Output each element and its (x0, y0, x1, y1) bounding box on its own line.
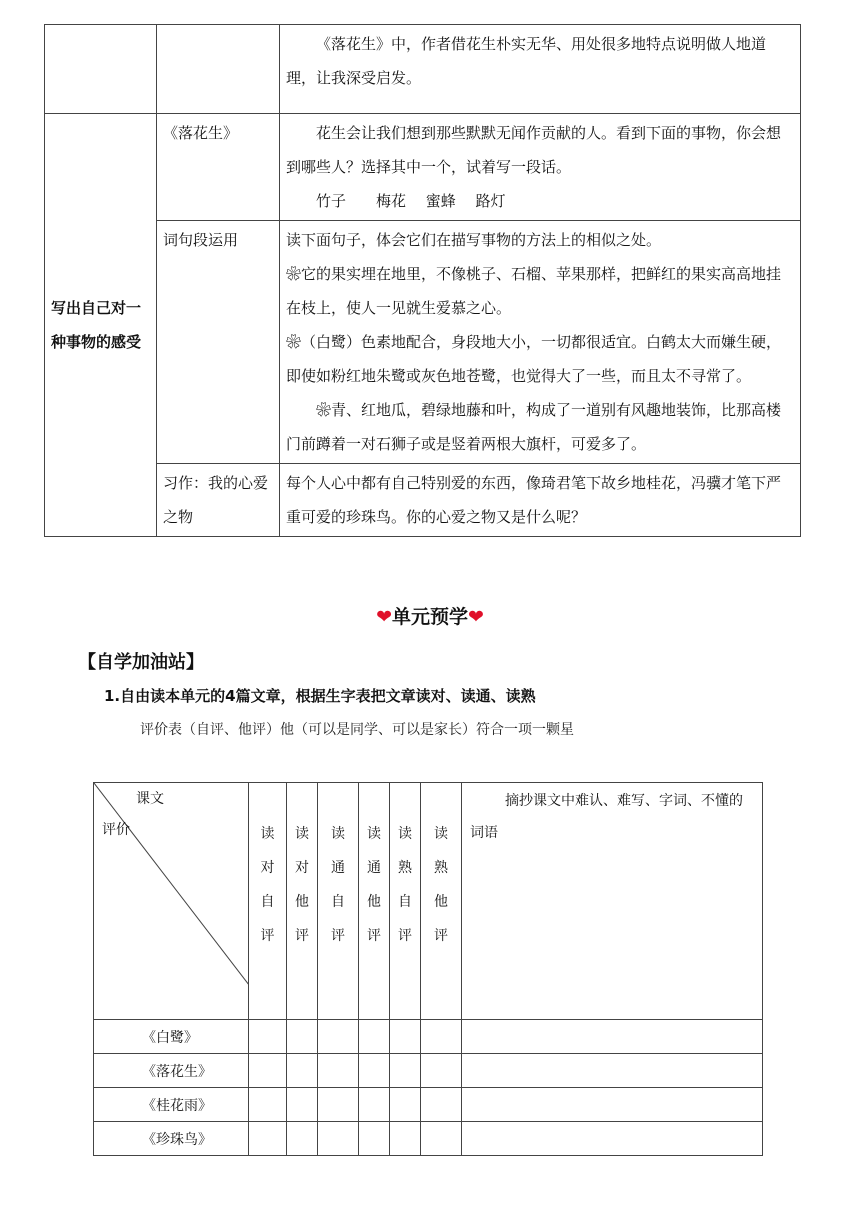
rating-cell[interactable] (359, 1054, 390, 1088)
heart-icon: ❤ (468, 606, 484, 628)
column-header: 读 对 他 评 (287, 783, 318, 1020)
excerpt-cell[interactable] (462, 1088, 763, 1122)
section-title-text: 单元预学 (391, 606, 468, 628)
content-cell (280, 464, 801, 537)
quote-paragraph: ❀青、红地瓜，碧绿地藤和叶，构成了一道别有风趣地装饰，比那高楼门前蹲着一对石狮子或是竖着两根大旗杆，可爱多了。 (286, 401, 782, 453)
empty-cell (45, 25, 157, 114)
evaluation-note: 评价表（自评、他评）他（可以是同学、可以是家长）符合一项一颗星 (140, 722, 574, 738)
text-title: 《落花生》 (94, 1054, 249, 1088)
rating-cell[interactable] (421, 1054, 462, 1088)
text-title: 《桂花雨》 (94, 1088, 249, 1122)
rating-cell[interactable] (287, 1020, 318, 1054)
rating-cell[interactable] (390, 1122, 421, 1156)
item-list: 竹子 梅花 蜜蜂 路灯 (316, 192, 506, 210)
row-label: 《落花生》 (157, 114, 280, 221)
column-header: 读 通 他 评 (359, 783, 390, 1020)
column-header: 读 熟 自 评 (390, 783, 421, 1020)
rating-cell[interactable] (249, 1054, 287, 1088)
header-evaluation-label: 评价 (102, 822, 130, 838)
excerpt-cell[interactable] (462, 1122, 763, 1156)
rating-cell[interactable] (390, 1020, 421, 1054)
rating-cell[interactable] (249, 1088, 287, 1122)
row-label: 词句段运用 (157, 221, 280, 464)
rating-cell[interactable] (421, 1088, 462, 1122)
rating-cell[interactable] (390, 1054, 421, 1088)
rating-cell[interactable] (318, 1122, 359, 1156)
rating-cell[interactable] (359, 1088, 390, 1122)
column-header: 读 熟 他 评 (421, 783, 462, 1020)
quote-paragraph: ❀（白鹭）色素地配合，身段地大小，一切都很适宜。白鹤太大而嫌生硬，即使如粉红地朱鹭或灰色地苍鹭，也觉得大了一些，而且太不寻常了。 (286, 333, 782, 385)
content-paragraph: 每个人心中都有自己特别爱的东西，像琦君笔下故乡地桂花，冯骥才笔下严重可爱的珍珠鸟。你的心爱之物又是什么呢？ (286, 474, 782, 526)
rating-cell[interactable] (390, 1088, 421, 1122)
empty-cell (157, 25, 280, 114)
rating-cell[interactable] (318, 1088, 359, 1122)
rating-cell[interactable] (318, 1054, 359, 1088)
text-title: 《珍珠鸟》 (94, 1122, 249, 1156)
diagonal-line (94, 783, 249, 985)
content-cell (280, 25, 801, 114)
rating-cell[interactable] (318, 1020, 359, 1054)
evaluation-table (93, 782, 763, 1156)
excerpt-cell[interactable] (462, 1020, 763, 1054)
rating-cell[interactable] (287, 1122, 318, 1156)
quote-paragraph: ❀它的果实埋在地里，不像桃子、石榴、苹果那样，把鲜红的果实高高地挂在枝上，使人一见就生爱慕之心。 (286, 265, 782, 317)
rating-cell[interactable] (421, 1020, 462, 1054)
content-paragraph: 读下面句子，体会它们在描写事物的方法上的相似之处。 (286, 231, 662, 249)
text-title: 《白鹭》 (94, 1020, 249, 1054)
rating-cell[interactable] (287, 1054, 318, 1088)
heart-icon: ❤ (376, 606, 392, 628)
section-title (0, 602, 860, 629)
question-1: 1.自由读本单元的4篇文章，根据生字表把文章读对、读通、读熟 (104, 687, 536, 705)
content-paragraph: 《落花生》中，作者借花生朴实无华、用处很多地特点说明做人地道理，让我深受启发。 (286, 35, 767, 87)
excerpt-column-header: 摘抄课文中难认、难写、字词、不懂的词语 (462, 783, 763, 1020)
rating-cell[interactable] (249, 1122, 287, 1156)
header-texts-label: 课文 (136, 791, 164, 807)
unit-overview-table (44, 24, 801, 537)
rating-cell[interactable] (249, 1020, 287, 1054)
rating-cell[interactable] (359, 1020, 390, 1054)
rating-cell[interactable] (421, 1122, 462, 1156)
content-cell (280, 114, 801, 221)
diagonal-header-cell (94, 783, 249, 1020)
content-paragraph: 花生会让我们想到那些默默无闻作贡献的人。看到下面的事物，你会想到哪些人？选择其中一个，试着写一段话。 (286, 124, 782, 176)
content-cell (280, 221, 801, 464)
column-header: 读 通 自 评 (318, 783, 359, 1020)
column-header: 读 对 自 评 (249, 783, 287, 1020)
excerpt-cell[interactable] (462, 1054, 763, 1088)
rating-cell[interactable] (287, 1088, 318, 1122)
rating-cell[interactable] (359, 1122, 390, 1156)
subsection-heading: 【自学加油站】 (78, 652, 204, 673)
topic-cell: 写出自己对一种事物的感受 (45, 114, 157, 537)
row-label: 习作：我的心爱之物 (157, 464, 280, 537)
